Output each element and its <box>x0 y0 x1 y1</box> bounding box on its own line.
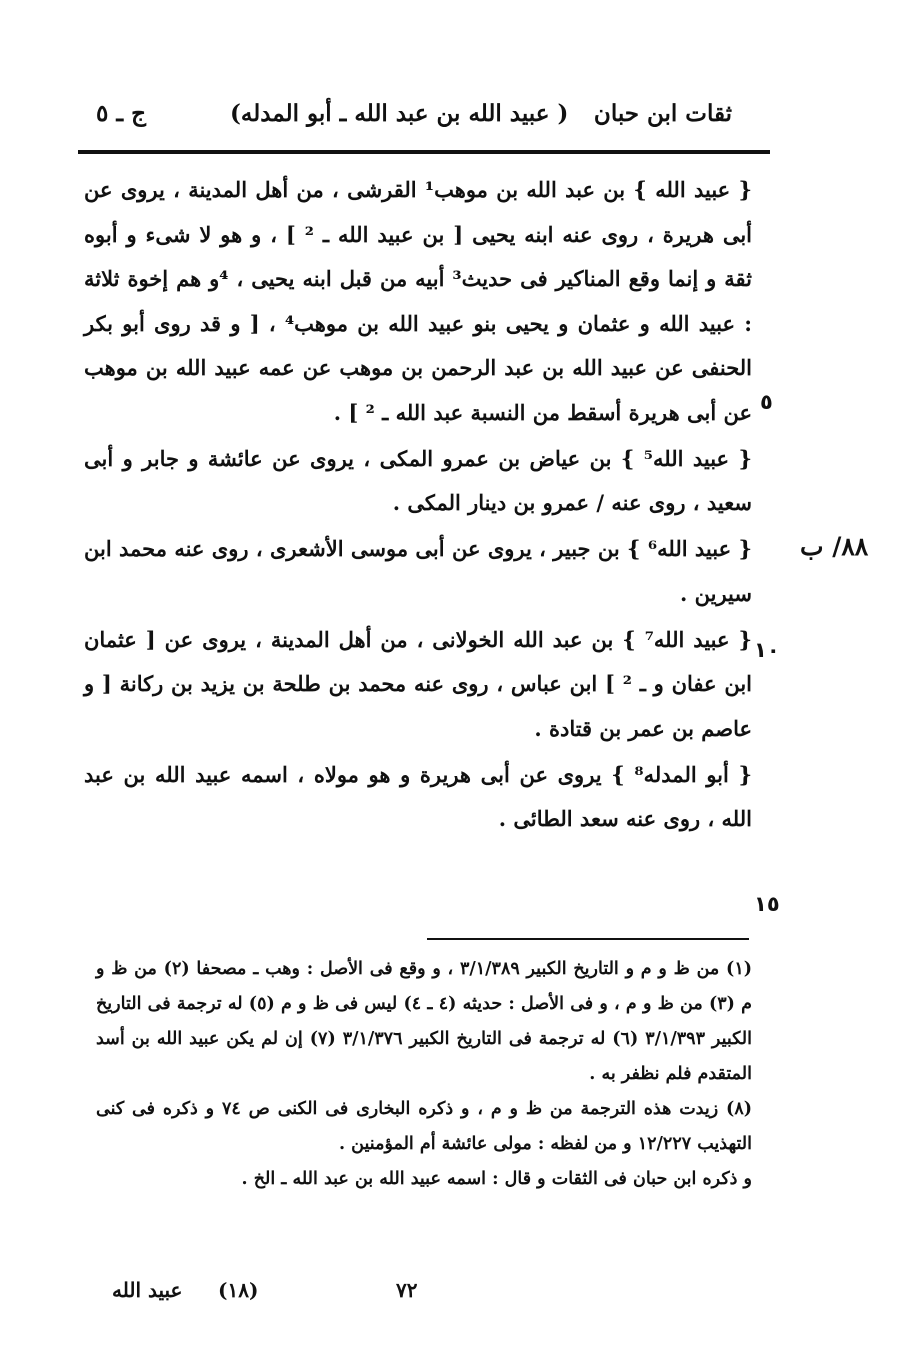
footnotes <box>96 952 752 1197</box>
line-number-15: ١٥ <box>754 892 780 916</box>
entry-ubaidullah-bin-abdullah-bin-mawhab: { عبيد الله } بن عبد الله بن موهب¹ القرشى ، من أهل المدينة ، يروى عن أبى هريرة ، روى عنه ابنه يحيى [ بن عبيد الله ـ ² ] ، و هو لا شىء و أبوه ثقة و إنما وقع المناكير فى حديث³ أبيه من قبل ابنه يحيى ، ⁴و هم إخوة ثلاثة : عبيد الله و عثمان و يحيى بنو عبيد الله بن موهب⁴ ، [ و قد روى أبو بكر الحنفى عن عبيد الله بن عبد الرحمن بن موهب عن عمه عبيد الله بن موهب عن أبى هريرة أسقط من النسبة عبد الله ـ ² ] . <box>84 177 753 425</box>
entry-ubaidullah-bin-iyad: { عبيد الله⁵ } بن عياض بن عمرو المكى ، يروى عن عائشة و جابر و أبى سعيد ، روى عنه / عمرو بن دينار المكى . <box>84 445 752 515</box>
main-text <box>84 168 752 843</box>
manuscript-folio-marker: ٨٨/ ب <box>800 532 869 561</box>
entry-ubaidullah-al-khawlani: { عبيد الله⁷ } بن عبد الله الخولانى ، من أهل المدينة ، يروى عن [ عثمان ابن عفان و ـ ² ] ابن عباس ، روى عنه محمد بن طلحة بن يزيد بن ركانة [ و عاصم بن عمر بن قتادة . <box>84 626 752 741</box>
footnote-paragraph: (٨) زيدت هذه الترجمة من ظ و م ، و ذكره البخارى فى الكنى ص ٧٤ و ذكره فى كنى التهذيب ١٢/٢٢٧ و من لفظه : مولى عائشة أم المؤمنين . <box>96 1099 753 1154</box>
footnote-paragraph: (١) من ظ و م و التاريخ الكبير ٣/١/٣٨٩ ، و وقع فى الأصل : وهب ـ مصحفا (٢) من ظ و م (٣) من ظ و م ، و فى الأصل : حديثه (٤ ـ ٤) ليس فى ظ و م (٥) له ترجمة فى التاريخ الكبير ٣/١/٣٩٣ (٦) له ترجمة فى التاريخ الكبير ٣/١/٣٧٦ (٧) إن لم يكن عبيد الله بن أسد المتقدم فلم نظفر به . <box>96 959 753 1084</box>
header-volume: ج ـ ٥ <box>96 100 146 127</box>
line-number-5: ٥ <box>760 390 773 414</box>
running-header <box>90 100 740 144</box>
header-rule <box>78 150 770 154</box>
entry-ubaidullah-bin-jubair: { عبيد الله⁶ } بن جبير ، يروى عن أبى موسى الأشعرى ، روى عنه محمد ابن سيرين . <box>84 536 752 606</box>
line-number-10: ١٠ <box>754 638 780 662</box>
signature-mark: (١٨) <box>218 1278 259 1302</box>
footnote-rule <box>427 938 749 940</box>
entry-abu-al-mudallih: { أبو المدله⁸ } يروى عن أبى هريرة و هو مولاه ، اسمه عبيد الله بن عبد الله ، روى عنه سعد الطائى . <box>84 761 752 831</box>
header-section-title: (عبيد الله بن عبد الله ـ أبو المدله ) <box>230 100 569 127</box>
page-number: ٧٢ <box>396 1278 418 1302</box>
header-book-title: ثقات ابن حبان <box>593 100 732 127</box>
catchword: عبيد الله <box>112 1278 183 1302</box>
footnote-paragraph: و ذكره ابن حبان فى الثقات و قال : اسمه عبيد الله بن عبد الله ـ الخ . <box>241 1169 752 1189</box>
